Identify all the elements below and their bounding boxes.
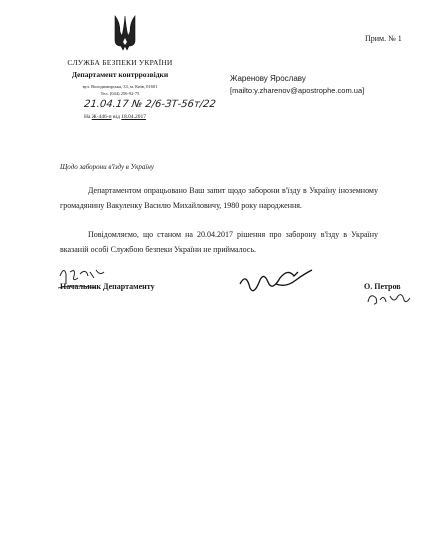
- note-label: Прим. № 1: [365, 34, 402, 43]
- department-name: Департамент контррозвідки: [71, 70, 169, 79]
- body-paragraph: Повідомляємо, що станом на 20.04.2017 рішення про заборону в'їзду в Україну вказаній особі Службою безпеки України не приймалось.: [60, 230, 378, 254]
- handwritten-initials: [366, 290, 412, 306]
- trident-emblem-icon: [112, 12, 138, 52]
- body-paragraph: Департаментом опрацьовано Ваш запит щодо заборони в'їзду в Україну іноземному громадянину Вакуленку Василю Михайловичу, 1980 року народження.: [60, 186, 378, 210]
- phone: Тел. (044) 256-92-75: [100, 91, 140, 96]
- recipient-email: [mailto:y.zharenov@apostrophe.com.ua]: [230, 86, 365, 95]
- handwritten-signature: [236, 266, 316, 300]
- organization-name: СЛУЖБА БЕЗПЕКИ УКРАЇНИ: [67, 58, 173, 67]
- recipient-name: Жаренову Ярославу: [230, 74, 306, 83]
- ref-number: Ж-446-п: [91, 114, 112, 120]
- address: вул. Володимирська, 33, м. Київ, 01601: [82, 84, 158, 89]
- handwritten-date-ref: 21.04.17 № 2/6-ЗТ-56т/22: [83, 99, 217, 110]
- subject-line: Щодо заборони в'їзду в Україну: [60, 163, 154, 171]
- reference-line: [84, 114, 146, 120]
- signatory-name: О. Петров: [364, 282, 401, 291]
- ref-date: 18.04.2017: [121, 114, 147, 120]
- ref-mid: від: [112, 114, 120, 120]
- signatory-title: Начальник Департаменту: [60, 282, 155, 291]
- ref-prefix: На: [84, 114, 91, 120]
